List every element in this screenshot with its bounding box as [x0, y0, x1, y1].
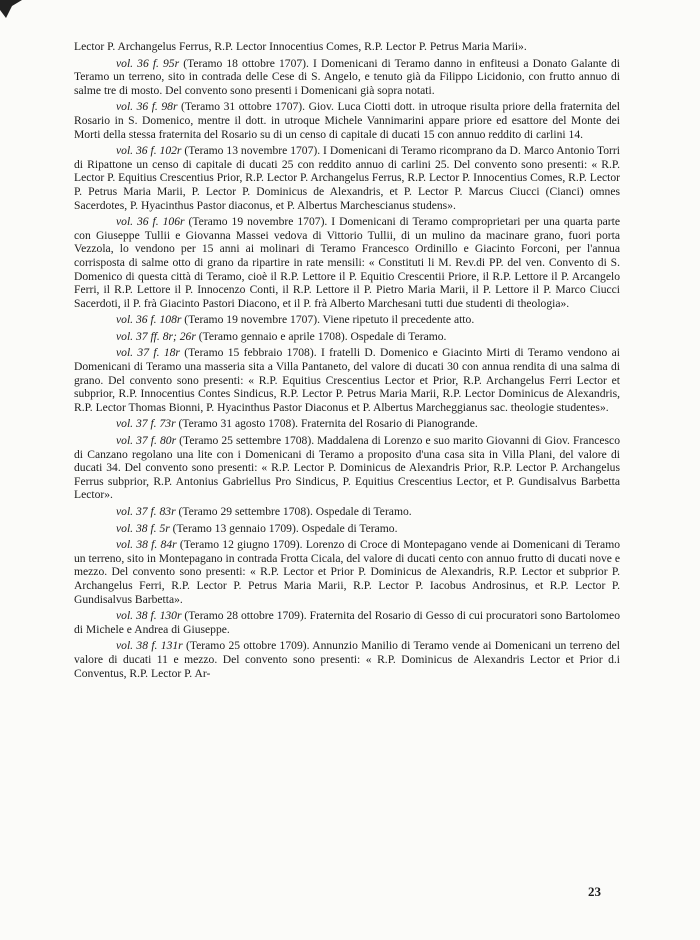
volume-reference: vol. 38 f. 130r [116, 609, 182, 623]
entry [74, 434, 620, 502]
volume-reference: vol. 38 f. 131r [116, 639, 183, 653]
entry [74, 330, 620, 344]
document-body [74, 40, 620, 683]
entry [74, 639, 620, 680]
volume-reference: vol. 36 f. 98r [116, 100, 178, 114]
volume-reference: vol. 37 f. 80r [116, 434, 177, 448]
entry-text: (Teramo 18 ottobre 1707). I Domenicani di Teramo danno in enfiteusi a Donato Galante di Teramo un terreno, sito in contrada delle Cese di S. Angelo, e tenuto già da Filippo Licidonio, con frutto annuo di salme tre di mosto. Del convento sono presenti i Domenicani già sopra notati. [74, 56, 620, 97]
entry-text: (Teramo 29 settembre 1708). Ospedale di Teramo. [175, 505, 412, 518]
volume-reference: vol. 38 f. 5r [116, 521, 170, 535]
scan-corner-mark [0, 0, 22, 18]
volume-reference: vol. 37 ff. 8r; 26r [116, 329, 196, 343]
entry-text: (Teramo 25 settembre 1708). Maddalena di Lorenzo e suo marito Giovanni di Giov. Francesco di Canzano regolano una lite con i Domenicani di Teramo a proposito d'una casa sita in Villa Plani, del valore di ducati 34. Del convento sono presenti: « R.P. Lector P. Dominicus de Alexandris Prior, R.P. Lector P. Archangelus Ferrus subprior, R.P. Antonius Gabriellus Pro Sindicus, P. Equitius Crescentius Lector, et P. Gundisalvus Barbetta Lector». [74, 434, 620, 502]
volume-reference: vol. 36 f. 106r [116, 215, 185, 229]
volume-reference: vol. 36 f. 95r [116, 56, 180, 70]
entry-continuation [74, 40, 620, 54]
volume-reference: vol. 38 f. 84r [116, 538, 177, 552]
entry-text: (Teramo 25 ottobre 1709). Annunzio Manilio di Teramo vende ai Domenicani un terreno del valore di ducati 11 e mezzo. Del convento sono presenti: « R.P. Dominicus de Alexandris Lector et Prior d.i Conventus, R.P. Lector P. Ar- [74, 639, 620, 680]
volume-reference: vol. 37 f. 83r [116, 505, 176, 518]
entry-text: (Teramo 13 gennaio 1709). Ospedale di Teramo. [169, 521, 398, 535]
volume-reference: vol. 36 f. 102r [116, 144, 182, 158]
entry-text: (Teramo gennaio e aprile 1708). Ospedale di Teramo. [195, 329, 447, 343]
entry [74, 144, 620, 212]
entry-text: (Teramo 31 ottobre 1707). Giov. Luca Ciotti dott. in utroque risulta priore della fraternita del Rosario in S. Domenico, mentre il dott. in utroque Michele Vannimarini appare priore ed esattore del Monte dei Morti della stessa fraternita del Rosario su di un censo di capitale di ducati 15 con annuo reddito di carlini 14. [74, 100, 620, 141]
entry [74, 215, 620, 310]
entry-text: (Teramo 31 agosto 1708). Fraternita del Rosario di Pianogrande. [175, 417, 478, 431]
entry [74, 522, 620, 536]
volume-reference: vol. 37 f. 18r [116, 346, 180, 360]
entry [74, 313, 620, 327]
entry-text: (Teramo 19 novembre 1707). I Domenicani di Teramo comproprietari per una quarta parte con Giuseppe Tullii e Giovanna Massei vedova di Vittorio Tullii, di un mulino da macinare grano, fuori porta Vezzola, lo vendono per 15 anni ai molinari di Teramo Francesco Ordinillo e Giacinto Forconi, per l'annua corrisposta di salme otto di grano da ripartire in rate mensili: « Constituti li M. Rev.di PP. del ven. Convento di S. Domenico di questa città di Teramo, cioè il R.P. Lettore il P. Equitio Crescentii Priore, il R.P. Lettore il P. Arcangelo Ferri, il R.P. Lettore il P. Innocenzo Conti, il R.P. Lettore il P. Pietro Maria Marii, il P. Lettore il P. Marco Ciucci Sacerdoti, il P. frà Giacinto Pastori Diacono, et il P. frà Alberto Marchesani tutti due studenti di theologia». [74, 215, 620, 310]
entry [74, 346, 620, 414]
entry [74, 609, 620, 636]
volume-reference: vol. 37 f. 73r [116, 417, 176, 431]
page-number: 23 [588, 884, 601, 899]
entry [74, 100, 620, 141]
entry-text: (Teramo 15 febbraio 1708). I fratelli D. Domenico e Giacinto Mirti di Teramo vendono ai Domenicani di Teramo una masseria sita a Villa Pantaneto, del valore di ducati 30 con annua rendita di una salma di grano. Del convento sono presenti: « R.P. Equitius Crescentius Lector et Prior, R.P. Archangelus Ferri Lector et subprior, R.P. Innocentius Contes Sindicus, R.P. Lector P. Petrus Maria Marii, R.P. Lector Dominicus de Alexandris, R.P. Lector Thomas Bionni, P. Hyacinthus Pastor Diaconus et P. Albertus Marcheggianus sac. theologie studentes». [74, 346, 621, 414]
entry-text: (Teramo 12 giugno 1709). Lorenzo di Croce di Montepagano vende ai Domenicani di Teramo un terreno, sito in Montepagano in contrada Frotta Cicala, del valore di ducati cento con annuo frutto di ducati nove e mezzo. Del convento sono presenti: « R.P. Lector et Prior P. Dominicus de Alexandris, R.P. Lector et subprior P. Archangelus Ferri, R.P. Lector P. Petrus Maria Marii, R.P. Lector P. Iacobus Androsinus, et R.P. Lector P. Gundisalvus Barbetta». [74, 538, 621, 606]
entry-text: (Teramo 13 novembre 1707). I Domenicani di Teramo ricomprano da D. Marco Antonio Torri di Ripattone un censo di capitale di ducati 25 con reddito annuo di carlini 25. Del convento sono presenti: « R.P. Lector P. Equitius Crescentius Prior, R.P. Lector P. Archangelus Ferrus, R.P. Lector P. Innocentius Comes, R.P. Lector P. Petrus Maria Marii, P. Lector P. Dominicus de Alexandris, et P. Lector P. Marcus Ciucci (Cianci) omnes Sacerdotes, P. Hyacinthus Pastor diaconus, et P. Albertus Marchescianus studens». [74, 144, 620, 212]
entry [74, 538, 620, 606]
entry [74, 505, 620, 519]
entry-text: (Teramo 19 novembre 1707). Viene ripetuto il precedente atto. [181, 313, 475, 327]
entry [74, 57, 620, 98]
entry-text: (Teramo 28 ottobre 1709). Fraternita del Rosario di Gesso di cui procuratori sono Bartolomeo di Michele e Andrea di Giuseppe. [74, 609, 620, 636]
volume-reference: vol. 36 f. 108r [116, 313, 182, 327]
entry-text: Lector P. Archangelus Ferrus, R.P. Lector Innocentius Comes, R.P. Lector P. Petrus Maria Marii». [74, 40, 527, 53]
entry [74, 417, 620, 431]
